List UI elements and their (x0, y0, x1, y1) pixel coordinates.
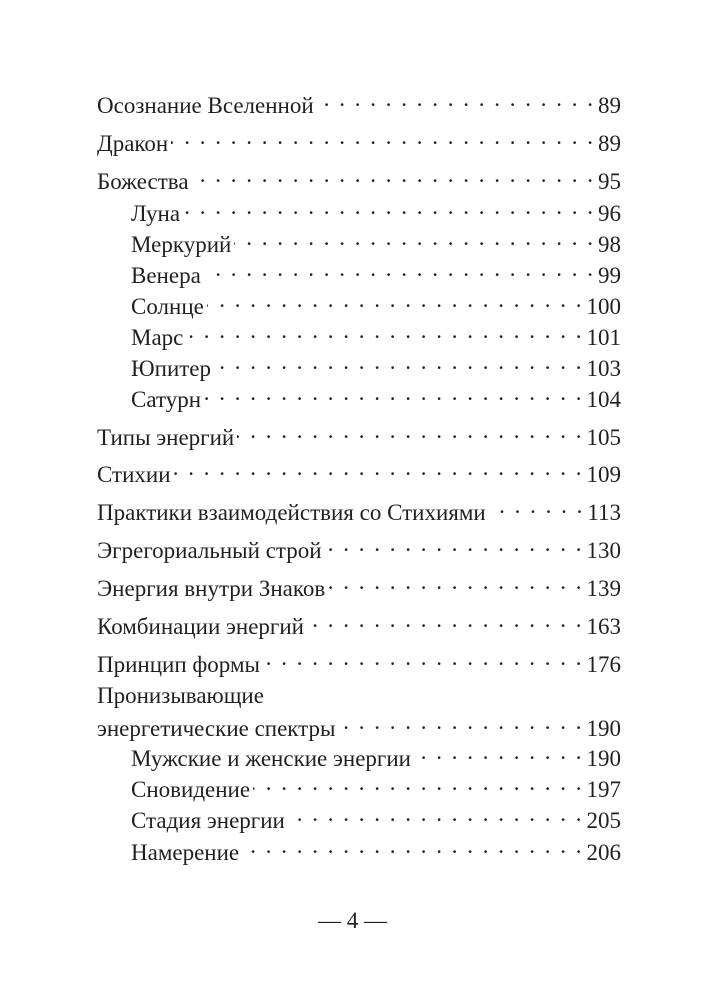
toc-entry: Типы энергий . . . 105 (97, 417, 621, 445)
toc-subentry: Солнце . . . 100 (131, 286, 621, 314)
dot-leader (186, 317, 583, 345)
dot-leader (317, 85, 595, 113)
dot-leader (307, 606, 584, 634)
toc-entry: Комбинации энергий . . . 163 (97, 606, 621, 634)
dot-leader (288, 800, 584, 828)
page-number: — 4 — (318, 908, 387, 933)
toc-entry: Энергия внутри Знаков . . . 139 (97, 568, 621, 596)
dot-leader (489, 492, 585, 520)
dot-leader (192, 161, 595, 189)
toc-entry: Эгрегориальный строй . . . 130 (97, 530, 621, 558)
dot-leader (234, 224, 595, 252)
toc-subentry: Мужские и женские энергии . . . 190 (131, 738, 621, 766)
toc-entry: Практики взаимодействия со Стихиями . . . 113 (97, 492, 621, 520)
toc-entry: энергетические спектры . . . 190 (97, 708, 621, 736)
dot-leader (174, 454, 584, 482)
toc-subentry: Луна . . . 96 (131, 193, 621, 221)
toc-entry: Принцип формы . . . 176 (97, 644, 621, 672)
dot-leader (237, 417, 583, 445)
dot-leader (338, 708, 583, 736)
toc-entry: Стихии . . . 109 (97, 454, 621, 482)
dot-leader (204, 255, 595, 283)
toc-entry: Дракон . . . 89 (97, 123, 621, 151)
toc-subentry: Намерение . . . 206 (131, 832, 621, 860)
toc-subentry: Сновидение . . . 197 (131, 769, 621, 797)
dot-leader (328, 568, 583, 596)
dot-leader (183, 193, 595, 221)
toc-entry-first-line: Пронизывающие (97, 683, 264, 708)
toc-entry: Божества . . . 95 (97, 161, 621, 189)
toc-entry: Осознание Вселенной . . . 89 (97, 85, 621, 113)
dot-leader (207, 286, 584, 314)
dot-leader (414, 738, 584, 766)
dot-leader (204, 379, 583, 407)
toc-subentry: Юпитер . . . 103 (131, 348, 621, 376)
dot-leader (263, 644, 584, 672)
dot-leader (325, 530, 584, 558)
toc-subentry: Сатурн . . . 104 (131, 379, 621, 407)
toc-subentry: Марс . . . 101 (131, 317, 621, 345)
dot-leader (214, 348, 583, 376)
dot-leader (253, 769, 583, 797)
toc-subentry: Стадия энергии . . . 205 (131, 800, 621, 828)
dot-leader (242, 832, 583, 860)
toc-subentry: Меркурий . . . 98 (131, 224, 621, 252)
dot-leader (171, 123, 595, 151)
toc-subentry: Венера . . . 99 (131, 255, 621, 283)
